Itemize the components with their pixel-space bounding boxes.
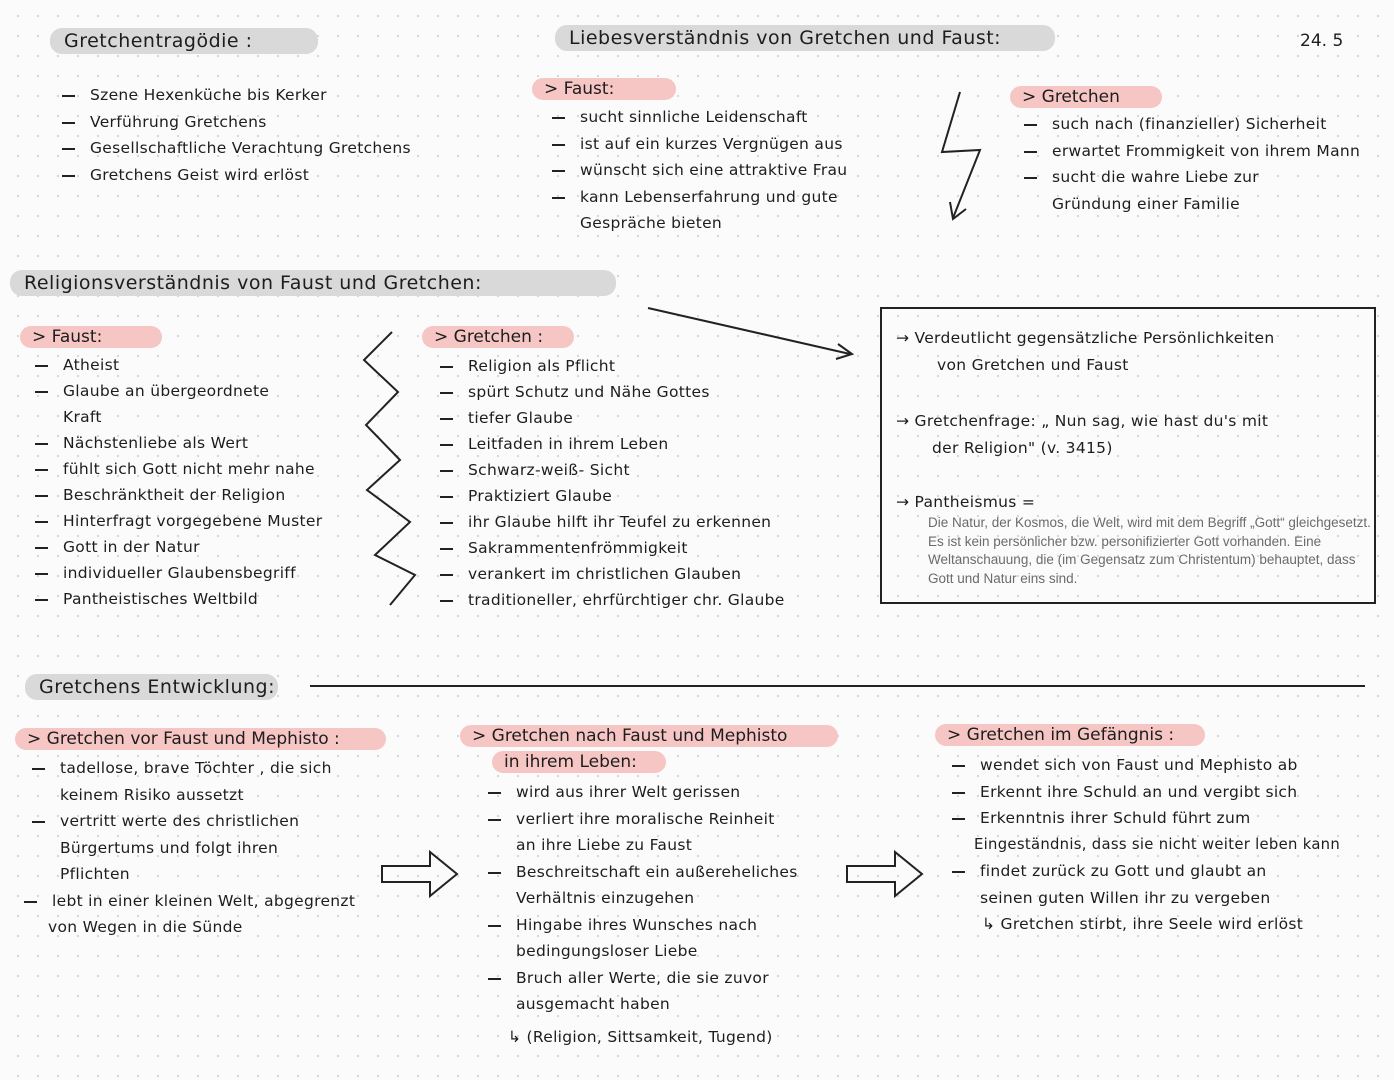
list-item: fühlt sich Gott nicht mehr nahe: [33, 456, 322, 482]
list-item: Atheist: [33, 352, 322, 378]
tragedy-list: [60, 82, 411, 188]
religion-title: Religionsverständnis von Faust und Gretchen:: [10, 270, 616, 296]
list-item-cont: ausgemacht haben: [516, 995, 671, 1013]
list-item: tiefer Glaube: [438, 405, 785, 431]
big-arrow-right-icon-2: [847, 852, 922, 896]
list-item-cont: seinen guten Willen ihr zu vergeben: [980, 888, 1271, 907]
list-item: Glaube an übergeordnete: [33, 378, 322, 404]
list-item-note: ↳ Gretchen stirbt, ihre Seele wird erlöst: [982, 915, 1304, 933]
list-item-cont: Gründung einer Familie: [1052, 194, 1240, 213]
box-point-2: → Gretchenfrage: „ Nun sag, wie hast du's mit: [896, 412, 1269, 430]
love-title: Liebesverständnis von Gretchen und Faust:: [555, 25, 1055, 51]
list-item-cont: Pflichten: [60, 865, 130, 883]
list-item: Erkennt ihre Schuld an und vergibt sich: [950, 779, 1340, 806]
list-item-cont: von Wegen in die Sünde: [48, 918, 243, 936]
list-item: Beschreitschaft ein außereheliches: [486, 859, 798, 886]
list-item: verliert ihre moralische Reinheit: [486, 806, 798, 833]
zigzag-divider-icon: [364, 332, 415, 605]
list-item: Gott in der Natur: [33, 534, 322, 560]
connector-arrow-icon: [648, 308, 850, 354]
list-item: individueller Glaubensbegriff: [33, 560, 322, 586]
dev-after-label: > Gretchen nach Faust und Mephisto: [460, 725, 838, 747]
dev-prison-list: [950, 752, 1340, 938]
box-point-3: → Pantheismus =: [896, 493, 1036, 511]
list-item: ihr Glaube hilft ihr Teufel zu erkennen: [438, 509, 785, 535]
list-item: lebt in einer kleinen Welt, abgegrenzt: [22, 888, 355, 915]
list-item: Religion als Pflicht: [438, 353, 785, 379]
box-point-1-cont: von Gretchen und Faust: [937, 356, 1129, 374]
list-item: wünscht sich eine attraktive Frau: [550, 157, 847, 184]
list-item: ist auf ein kurzes Vergnügen aus: [550, 131, 847, 158]
religion-gretchen-label: > Gretchen :: [422, 326, 574, 348]
list-item: Gesellschaftliche Verachtung Gretchens: [60, 135, 411, 162]
love-faust-list: [550, 104, 847, 237]
list-item: wendet sich von Faust und Mephisto ab: [950, 752, 1340, 779]
tragedy-title: Gretchentragödie :: [50, 28, 318, 54]
dev-after-label-2: in ihrem Leben:: [492, 751, 666, 773]
dev-after-list: [486, 779, 798, 1050]
list-item: vertritt werte des christlichen: [30, 808, 355, 835]
list-item: Sakrammentenfrömmigkeit: [438, 535, 785, 561]
list-item: Beschränktheit der Religion: [33, 482, 322, 508]
dev-before-list: [30, 755, 355, 941]
dev-before-label: > Gretchen vor Faust und Mephisto :: [15, 728, 386, 750]
pantheism-definition: Die Natur, der Kosmos, die Welt, wird mit dem Begriff „Gott“ gleichgesetzt. Es ist kein persönlicher bzw. personifizierter Gott vorhanden. Eine Weltanschauung, die (im Gegensatz zum Christentum) behauptet, dass Gott und Natur eins sind.: [928, 515, 1371, 586]
list-item: sucht sinnliche Leidenschaft: [550, 104, 847, 131]
list-item: kann Lebenserfahrung und gute: [550, 184, 847, 211]
list-item: Leitfaden in ihrem Leben: [438, 431, 785, 457]
list-item: Hingabe ihres Wunsches nach: [486, 912, 798, 939]
list-item: spürt Schutz und Nähe Gottes: [438, 379, 785, 405]
date-label: 24. 5: [1300, 31, 1344, 51]
list-item: Nächstenliebe als Wert: [33, 430, 322, 456]
list-item-cont: keinem Risiko aussetzt: [60, 785, 244, 804]
list-item: wird aus ihrer Welt gerissen: [486, 779, 798, 806]
box-point-1: → Verdeutlicht gegensätzliche Persönlichkeiten: [896, 329, 1275, 347]
list-item: sucht die wahre Liebe zur: [1022, 164, 1360, 191]
list-item: findet zurück zu Gott und glaubt an: [950, 858, 1340, 885]
love-gretchen-label: > Gretchen: [1010, 86, 1162, 108]
big-arrow-right-icon: [382, 852, 457, 896]
list-item: such nach (finanzieller) Sicherheit: [1022, 111, 1360, 138]
list-item: Verführung Gretchens: [60, 109, 411, 136]
list-item: Bruch aller Werte, die sie zuvor: [486, 965, 798, 992]
list-item: traditioneller, ehrfürchtiger chr. Glaube: [438, 587, 785, 613]
list-item-cont: Kraft: [63, 408, 102, 426]
summary-box: [880, 307, 1376, 604]
religion-faust-list: [33, 352, 322, 612]
list-item: Schwarz-weiß- Sicht: [438, 457, 785, 483]
list-item: Szene Hexenküche bis Kerker: [60, 82, 411, 109]
list-item: Praktiziert Glaube: [438, 483, 785, 509]
list-item-cont: bedingungsloser Liebe: [516, 942, 698, 960]
list-item: Pantheistisches Weltbild: [33, 586, 322, 612]
dev-prison-label: > Gretchen im Gefängnis :: [935, 724, 1205, 746]
love-faust-label: > Faust:: [532, 78, 676, 100]
list-item: Erkenntnis ihrer Schuld führt zum: [950, 805, 1340, 832]
list-item: tadellose, brave Töchter , die sich: [30, 755, 355, 782]
religion-gretchen-list: [438, 353, 785, 613]
list-item-cont: Gespräche bieten: [580, 214, 723, 232]
love-gretchen-list: [1022, 111, 1360, 217]
list-item-cont: Verhältnis einzugehen: [516, 889, 695, 907]
religion-faust-label: > Faust:: [20, 326, 162, 348]
list-item: Hinterfragt vorgegebene Muster: [33, 508, 322, 534]
list-item-cont: an ihre Liebe zu Faust: [516, 836, 693, 854]
list-item-cont: Eingeständnis, dass sie nicht weiter leben kann: [974, 835, 1341, 853]
list-item-cont: Bürgertums und folgt ihren: [60, 838, 279, 857]
lightning-arrow-icon: [942, 92, 980, 218]
list-item: verankert im christlichen Glauben: [438, 561, 785, 587]
list-item: erwartet Frommigkeit von ihrem Mann: [1022, 138, 1360, 165]
list-item-note: ↳ (Religion, Sittsamkeit, Tugend): [508, 1027, 773, 1046]
box-point-2-cont: der Religion" (v. 3415): [932, 439, 1113, 457]
list-item: Gretchens Geist wird erlöst: [60, 162, 411, 189]
development-title: Gretchens Entwicklung:: [25, 674, 278, 700]
